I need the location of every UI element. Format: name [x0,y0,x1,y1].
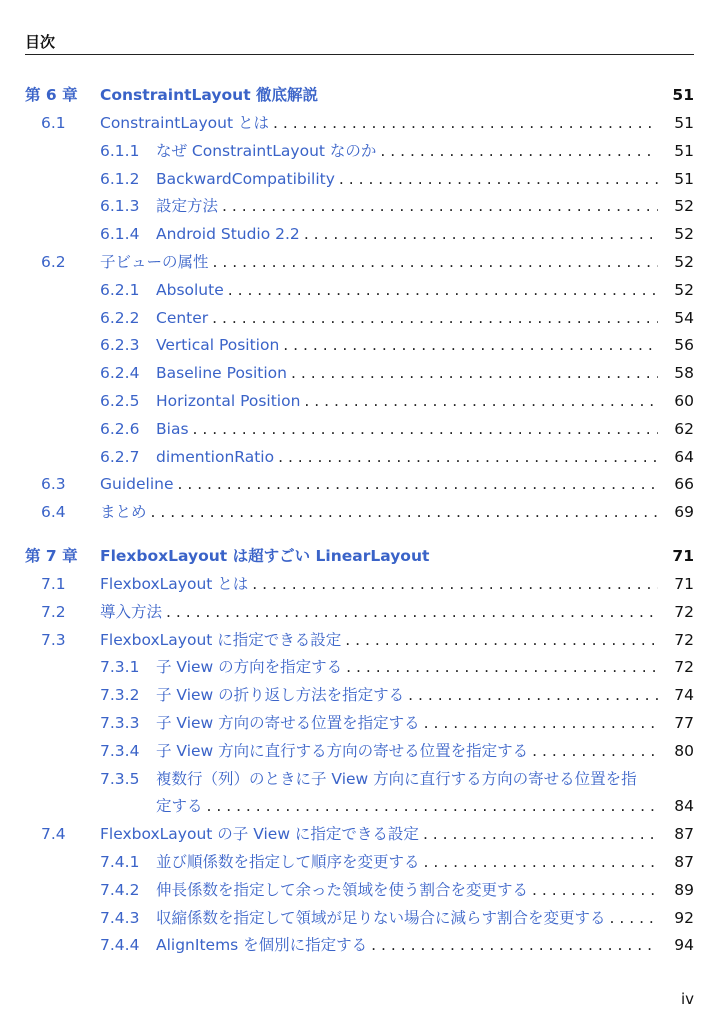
toc-entry-number: 6.2.4 [100,364,140,383]
toc-entry-title: dimentionRatio [156,444,278,472]
toc-entry-page: 52 [674,197,694,216]
toc-entry[interactable] [25,599,694,627]
toc-entry-title: 子 View 方向の寄せる位置を指定する [156,710,424,738]
dot-leader [151,499,658,527]
toc-entry[interactable] [25,138,694,166]
toc-entry-number: 7.3.2 [100,686,140,705]
toc-entry-title: BackwardCompatibility [156,166,339,194]
toc-entry-title: Vertical Position [156,332,283,360]
dot-leader [371,932,658,960]
dot-leader [304,388,658,416]
toc-entry[interactable] [25,166,694,194]
toc-entry-page: 51 [672,86,694,104]
dot-leader [166,599,658,627]
toc-entry-title: 子 View の方向を指定する [156,654,346,682]
toc-entry-number: 6.3 [41,475,66,494]
toc-entry-page: 52 [674,280,694,299]
toc-entry-page: 52 [674,252,694,271]
toc-entry[interactable] [25,444,694,472]
dot-leader [424,849,658,877]
dot-leader [213,249,658,277]
dot-leader [380,138,658,166]
dot-leader [345,627,658,655]
toc-entry-title-continued: 定する [156,793,207,821]
toc-entry[interactable] [25,738,694,766]
toc-entry[interactable] [25,277,694,305]
toc-entry-page: 60 [674,391,694,410]
toc-entry-title: なぜ ConstraintLayout なのか [156,138,380,166]
toc-entry-title: 子ビューの属性 [100,249,213,277]
toc-entry-number: 7.4.4 [100,936,140,955]
toc-entry-number: 第 6 章 [25,86,78,104]
toc-entry-page: 51 [674,114,694,132]
toc-entry-page: 94 [674,936,694,955]
toc-entry[interactable] [25,905,694,933]
toc-entry[interactable] [25,682,694,710]
toc-entry-number: 7.3.4 [100,741,140,760]
toc-entry[interactable] [25,416,694,444]
toc-entry[interactable] [25,193,694,221]
toc-entry-title: 子 View の折り返し方法を指定する [156,682,408,710]
dot-leader [346,654,658,682]
dot-leader [532,738,658,766]
dot-leader [178,471,659,499]
toc-entry-number: 6.2.6 [100,419,140,438]
dot-leader [222,193,658,221]
toc-entry-number: 6.1 [41,114,66,132]
toc-entry-title: Absolute [156,277,228,305]
toc-entry-page: 64 [674,447,694,466]
toc-entry[interactable] [25,543,694,571]
toc-entry[interactable] [25,388,694,416]
dot-leader [228,277,658,305]
toc-entry[interactable] [25,627,694,655]
toc-entry-number: 7.3.1 [100,658,140,677]
toc-entry-number: 7.4.1 [100,852,140,871]
toc-entry-title: 複数行（列）のときに子 View 方向に直行する方向の寄せる位置を指 [156,766,641,794]
toc-entry-page: 72 [674,658,694,677]
toc-entry-title: Bias [156,416,193,444]
toc-entry-page: 77 [674,713,694,732]
dot-leader [207,793,658,821]
toc-entry[interactable] [25,766,694,794]
toc-entry-title: まとめ [100,499,151,527]
toc-entry[interactable] [25,932,694,960]
toc-entry-page: 72 [674,630,694,649]
toc-entry-page: 51 [674,141,694,160]
dot-leader [283,332,658,360]
toc-entry-title: FlexboxLayout は超すごい LinearLayout [100,543,433,571]
toc-entry-page: 80 [674,741,694,760]
toc-entry-number: 7.4.2 [100,880,140,899]
toc-entry-number: 第 7 章 [25,546,78,565]
toc-entry[interactable] [25,877,694,905]
toc-entry-title: FlexboxLayout に指定できる設定 [100,627,345,655]
toc-entry[interactable] [25,305,694,333]
toc-entry-number: 7.1 [41,574,66,593]
header-title: 目次 [25,33,56,51]
toc-entry[interactable] [25,249,694,277]
toc-entry-number: 6.2.2 [100,308,140,327]
toc-entry-page: 72 [674,602,694,621]
toc-entry-number: 6.2.3 [100,336,140,355]
toc-entry-number: 6.1.3 [100,197,140,216]
toc-entry-page: 58 [674,364,694,383]
dot-leader [339,166,658,194]
toc-entry-page: 52 [674,225,694,244]
dot-leader [273,110,658,138]
toc-entry-number: 6.1.1 [100,141,140,160]
toc-entry[interactable] [25,82,694,110]
toc-entry-title: 収縮係数を指定して領域が足りない場合に減らす割合を変更する [156,905,610,933]
toc-entry-page: 62 [674,419,694,438]
toc-entry-title: Android Studio 2.2 [156,221,304,249]
toc-entry-page: 71 [672,546,694,565]
toc-entry-number: 7.4 [41,825,66,844]
dot-leader [532,877,658,905]
running-header [25,32,694,55]
toc-entry-number: 7.4.3 [100,908,140,927]
toc-entry[interactable] [25,654,694,682]
toc-entry-page: 71 [674,574,694,593]
toc-entry-page: 54 [674,308,694,327]
toc-entry-title: ConstraintLayout とは [100,110,273,138]
toc-entry[interactable] [25,499,694,527]
toc-entry-title: FlexboxLayout とは [100,571,252,599]
dot-leader [193,416,658,444]
dot-leader [408,682,658,710]
toc-entry-page: 56 [674,336,694,355]
toc-entry-title: FlexboxLayout の子 View に指定できる設定 [100,821,423,849]
toc-entry-number: 6.2.5 [100,391,140,410]
toc-entry-number: 7.3.5 [100,769,140,788]
dot-leader [304,221,658,249]
toc-entry-page: 87 [674,825,694,844]
toc-entry-number: 7.3 [41,630,66,649]
toc-entry[interactable] [25,849,694,877]
toc-entry-number: 6.2.1 [100,280,140,299]
dot-leader [291,360,658,388]
dot-leader [610,905,658,933]
dot-leader [252,571,658,599]
toc-entry-page: 84 [674,797,694,816]
toc-entry[interactable] [25,221,694,249]
toc-entry[interactable] [25,360,694,388]
dot-leader [278,444,658,472]
toc-entry-number: 6.2 [41,252,66,271]
toc-entry-page: 74 [674,686,694,705]
toc-entry-number: 6.2.7 [100,447,140,466]
toc-entry[interactable] [25,571,694,599]
toc-entry[interactable] [25,332,694,360]
toc-entry-page: 69 [674,503,694,522]
toc-entry-title: Horizontal Position [156,388,304,416]
toc-entry-title: 導入方法 [100,599,166,627]
toc-entry-number: 7.3.3 [100,713,140,732]
toc-entry-title: Center [156,305,212,333]
toc-entry-title: 並び順係数を指定して順序を変更する [156,849,424,877]
toc-entry-number: 6.4 [41,503,66,522]
toc-entry-page: 92 [674,908,694,927]
toc-entry-page: 51 [674,169,694,188]
toc-entry-title: Baseline Position [156,360,291,388]
toc-entry-title: 設定方法 [156,193,222,221]
table-of-contents [25,82,694,960]
toc-entry[interactable] [25,793,694,821]
toc-entry-number: 6.1.4 [100,225,140,244]
toc-entry-number: 7.2 [41,602,66,621]
toc-entry[interactable] [25,110,694,138]
toc-entry-title: 伸長係数を指定して余った領域を使う割合を変更する [156,877,532,905]
toc-entry[interactable] [25,821,694,849]
toc-entry[interactable] [25,471,694,499]
toc-entry-title: AlignItems を個別に指定する [156,932,371,960]
toc-entry-page: 89 [674,880,694,899]
toc-entry-page: 87 [674,852,694,871]
dot-leader [212,305,658,333]
toc-entry-title: ConstraintLayout 徹底解説 [100,82,322,110]
dot-leader [424,710,658,738]
toc-entry-title: 子 View 方向に直行する方向の寄せる位置を指定する [156,738,532,766]
toc-entry-title: Guideline [100,471,178,499]
page-number: iv [680,990,694,1008]
toc-entry[interactable] [25,710,694,738]
toc-entry-number: 6.1.2 [100,169,140,188]
toc-entry-page: 66 [674,475,694,494]
dot-leader [423,821,658,849]
